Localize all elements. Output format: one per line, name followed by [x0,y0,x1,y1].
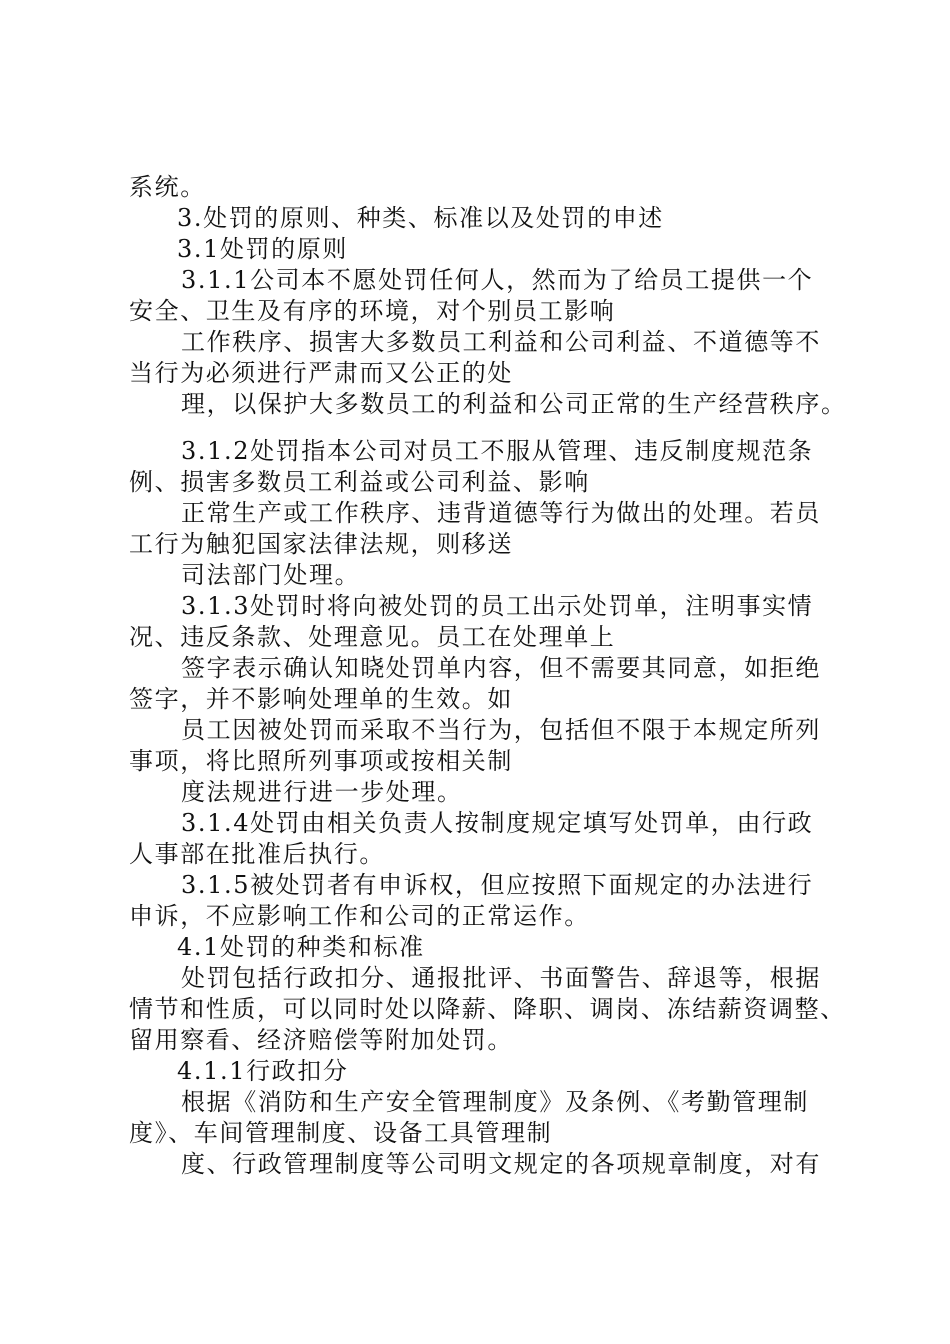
section-heading: 3.处罚的原则、种类、标准以及处罚的申述 [177,204,664,232]
text-line: 签字表示确认知晓处罚单内容，但不需要其同意，如拒绝 [181,654,821,682]
text-line: 人事部在批准后执行。 [129,840,385,868]
text-line: 留用察看、经济赔偿等附加处罚。 [129,1026,513,1054]
text-line: 员工因被处罚而采取不当行为，包括但不限于本规定所列 [181,716,821,744]
text-line: 司法部门处理。 [181,561,361,589]
text-line: 3.1.3处罚时将向被处罚的员工出示处罚单，注明事实情 [181,592,814,620]
text-line: 正常生产或工作秩序、违背道德等行为做出的处理。若员 [181,499,821,527]
text-line: 理，以保护大多数员工的利益和公司正常的生产经营秩序。 [181,390,847,418]
document-body [129,172,849,1180]
paragraph-gap [129,420,849,436]
text-line: 申诉，不应影响工作和公司的正常运作。 [129,902,590,930]
text-line: 当行为必须进行严肃而又公正的处 [129,359,513,387]
text-line: 事项，将比照所列事项或按相关制 [129,747,513,775]
text-line: 况、违反条款、处理意见。员工在处理单上 [129,623,616,651]
text-line: 系统。 [129,173,206,201]
text-line: 度》、车间管理制度、设备工具管理制 [129,1119,553,1147]
text-line: 3.1.2处罚指本公司对员工不服从管理、违反制度规范条 [181,437,814,465]
text-line: 签字，并不影响处理单的生效。如 [129,685,513,713]
text-line: 根据《消防和生产安全管理制度》及条例、《考勤管理制 [181,1088,809,1116]
subsection-heading: 3.1处罚的原则 [177,235,348,263]
text-line: 处罚包括行政扣分、通报批评、书面警告、辞退等，根据 [181,964,821,992]
text-line: 3.1.1公司本不愿处罚任何人，然而为了给员工提供一个 [181,266,814,294]
text-line: 工行为触犯国家法律法规，则移送 [129,530,513,558]
text-line: 安全、卫生及有序的环境，对个别员工影响 [129,297,616,325]
text-line: 例、损害多数员工利益或公司利益、影响 [129,468,590,496]
subsection-heading: 4.1.1行政扣分 [177,1057,349,1085]
text-line: 3.1.5被处罚者有申诉权，但应按照下面规定的办法进行 [181,871,814,899]
subsection-heading: 4.1处罚的种类和标准 [177,933,425,961]
text-line: 情节和性质，可以同时处以降薪、降职、调岗、冻结薪资调整、 [129,995,846,1023]
text-line: 工作秩序、损害大多数员工利益和公司利益、不道德等不 [181,328,821,356]
text-line: 度、行政管理制度等公司明文规定的各项规章制度，对有 [181,1150,821,1178]
text-line: 度法规进行进一步处理。 [181,778,463,806]
text-line: 3.1.4处罚由相关负责人按制度规定填写处罚单，由行政 [181,809,814,837]
